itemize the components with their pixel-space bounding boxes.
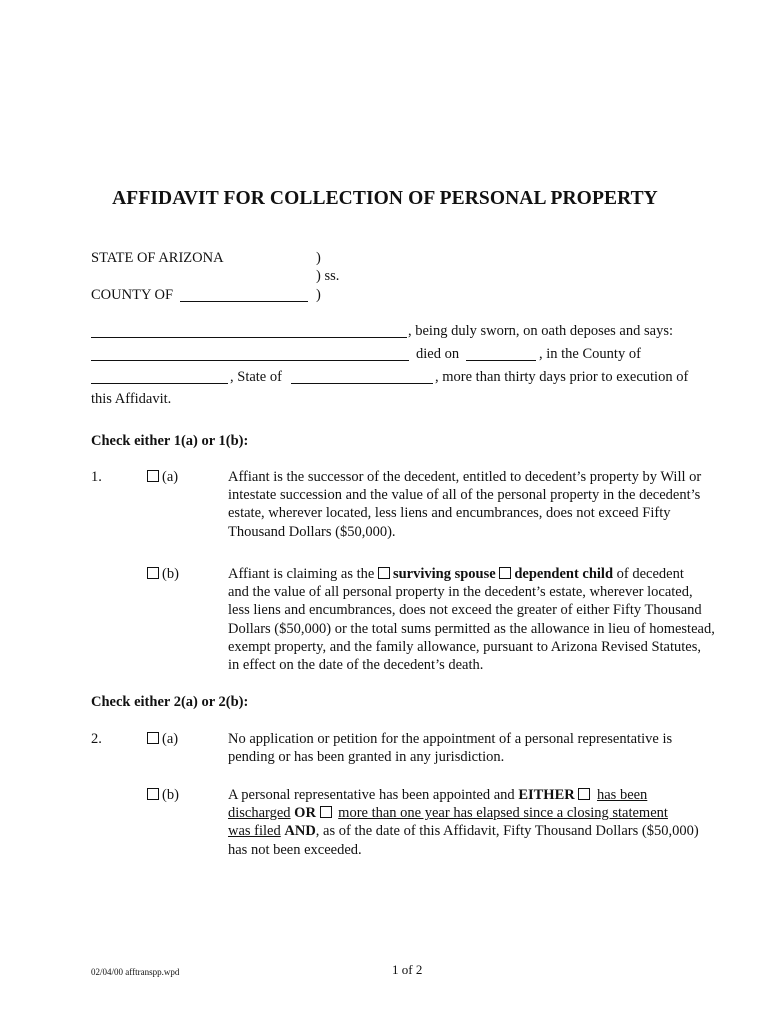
text-line: intestate succession and the value of all of the personal property in the decedent’s bbox=[228, 487, 701, 504]
checkbox-1b[interactable] bbox=[147, 567, 159, 579]
text-line: exempt property, and the family allowance, pursuant to Arizona Revised Statutes, bbox=[228, 638, 701, 655]
option-1b-first-line bbox=[228, 565, 715, 583]
venue-paren-3: ) bbox=[316, 287, 321, 303]
and-label: AND bbox=[284, 823, 316, 840]
checkbox-surviving-spouse[interactable] bbox=[378, 567, 390, 579]
surviving-spouse-label: surviving spouse bbox=[392, 566, 496, 582]
text-line: No application or petition for the appointment of a personal representative is bbox=[228, 731, 673, 747]
affiant-name-field[interactable] bbox=[91, 323, 407, 343]
text-fragment: , as of the date of this Affidavit, Fifty Thousand Dollars ($50,000) bbox=[315, 823, 699, 840]
checkbox-2b[interactable] bbox=[147, 788, 159, 800]
dependent-child-label: dependent child bbox=[514, 566, 614, 582]
death-county-field[interactable] bbox=[91, 369, 228, 389]
option-2b-line-3 bbox=[228, 822, 699, 840]
thirty-days-text: , more than thirty days prior to execution of bbox=[435, 369, 689, 385]
decedent-name-field[interactable] bbox=[91, 346, 409, 366]
deposes-text: , being duly sworn, on oath deposes and says: bbox=[408, 323, 673, 339]
option-1b[interactable] bbox=[147, 566, 179, 583]
checkbox-dependent-child[interactable] bbox=[499, 567, 511, 579]
option-1b-text bbox=[228, 565, 715, 674]
option-2b-text bbox=[228, 786, 699, 859]
option-2a-text bbox=[228, 730, 672, 766]
text-fragment: Affiant is claiming as the bbox=[228, 566, 375, 582]
section1-number: 1. bbox=[91, 469, 102, 485]
county-field[interactable] bbox=[180, 287, 308, 307]
county-label: COUNTY OF bbox=[91, 287, 174, 303]
text-fragment: was filed bbox=[228, 823, 281, 840]
venue-ss: ) ss. bbox=[316, 268, 340, 284]
section1-heading: Check either 1(a) or 1(b): bbox=[91, 433, 249, 449]
footer-file-name: 02/04/00 afftranspp.wpd bbox=[91, 967, 180, 977]
checkbox-elapsed[interactable] bbox=[320, 806, 332, 818]
text-line: Affiant is the successor of the decedent, entitled to decedent’s property by Will or bbox=[228, 469, 702, 485]
checkbox-2a[interactable] bbox=[147, 732, 159, 744]
option-1b-label: (b) bbox=[162, 566, 179, 582]
footer-page-number: 1 of 2 bbox=[392, 962, 423, 977]
venue-paren-1: ) bbox=[316, 250, 321, 266]
option-1a-text bbox=[228, 468, 701, 541]
checkbox-1a[interactable] bbox=[147, 470, 159, 482]
text-fragment: has been bbox=[596, 787, 648, 803]
state-of-text: , State of bbox=[230, 369, 282, 385]
option-2a-label: (a) bbox=[162, 731, 179, 747]
text-fragment: of decedent bbox=[616, 566, 684, 582]
text-line: in effect on the date of the decedent’s death. bbox=[228, 657, 484, 674]
section2-heading: Check either 2(a) or 2(b): bbox=[91, 694, 249, 710]
document-title: AFFIDAVIT FOR COLLECTION OF PERSONAL PROPERTY bbox=[112, 188, 658, 209]
text-line: has not been exceeded. bbox=[228, 841, 362, 858]
checkbox-discharged[interactable] bbox=[578, 788, 590, 800]
text-fragment: discharged bbox=[228, 805, 291, 822]
text-line: Thousand Dollars ($50,000). bbox=[228, 523, 396, 540]
option-2b-label: (b) bbox=[162, 787, 179, 803]
section2-number: 2. bbox=[91, 731, 102, 747]
text-line: and the value of all personal property in the decedent’s estate, wherever located, bbox=[228, 584, 693, 601]
option-2b-line-2 bbox=[228, 804, 699, 822]
text-fragment: more than one year has elapsed since a closing statement bbox=[338, 805, 668, 822]
or-label: OR bbox=[294, 805, 316, 822]
state-label: STATE OF ARIZONA bbox=[91, 250, 224, 266]
text-fragment: A personal representative has been appointed and bbox=[228, 787, 515, 803]
text-line: estate, wherever located, less liens and encumbrances, does not exceed Fifty bbox=[228, 505, 671, 522]
option-1a[interactable] bbox=[147, 469, 178, 486]
death-date-field[interactable] bbox=[466, 346, 536, 366]
either-label: EITHER bbox=[518, 787, 575, 803]
option-1a-label: (a) bbox=[162, 469, 179, 485]
death-state-field[interactable] bbox=[291, 369, 433, 389]
option-2a[interactable] bbox=[147, 731, 178, 748]
option-2b[interactable] bbox=[147, 787, 179, 804]
text-line: Dollars ($50,000) or the total sums permitted as the allowance in lieu of homestead, bbox=[228, 620, 715, 637]
text-line: pending or has been granted in any jurisdiction. bbox=[228, 749, 505, 766]
county-of-text: , in the County of bbox=[539, 346, 641, 362]
this-affidavit-text: this Affidavit. bbox=[91, 391, 172, 407]
text-line: less liens and encumbrances, does not exceed the greater of either Fifty Thousand bbox=[228, 602, 702, 619]
died-on-text: died on bbox=[416, 346, 460, 362]
option-2b-line-1 bbox=[228, 786, 699, 804]
